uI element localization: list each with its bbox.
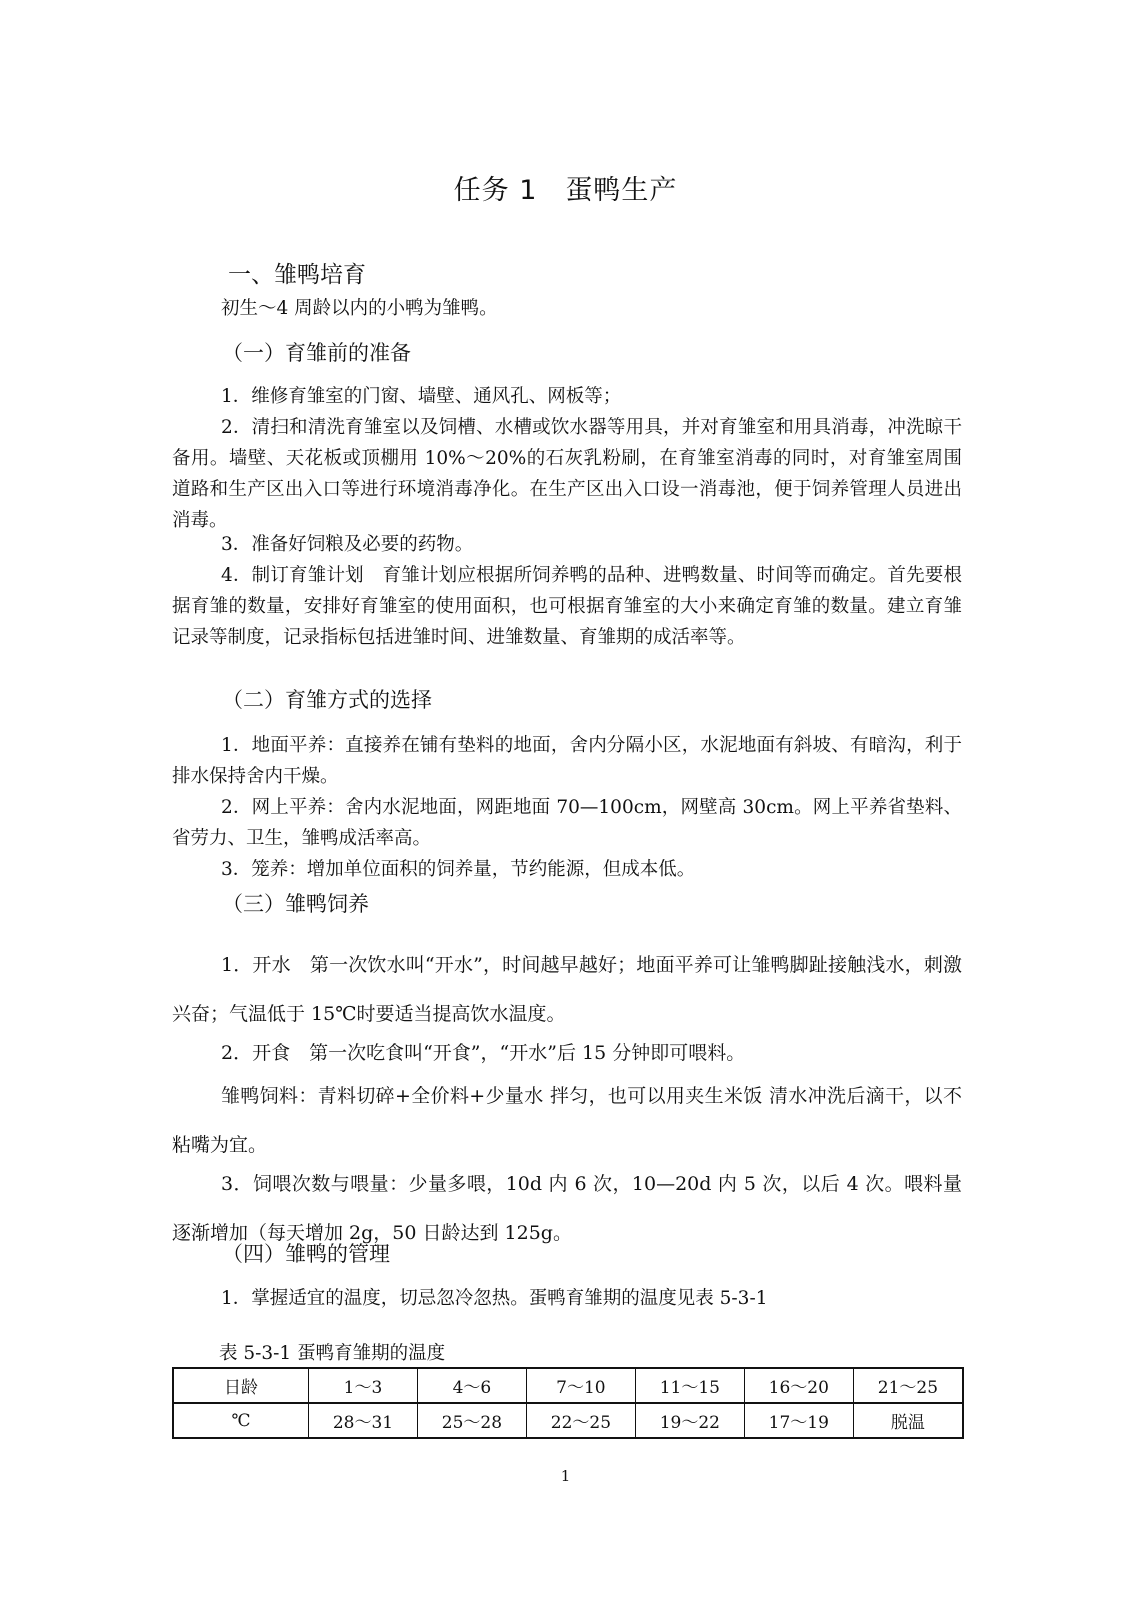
table-cell: 25～28 [417,1403,526,1438]
table-cell: 21～25 [853,1368,963,1403]
paragraph: 1．地面平养：直接养在铺有垫料的地面，舍内分隔小区，水泥地面有斜坡、有暗沟，利于排水保持舍内干燥。 [172,735,962,787]
table-cell: 4～6 [417,1368,526,1403]
section-heading-chick-rearing: 一、雏鸭培育 [228,262,366,288]
intro-text: 初生～4 周龄以内的小鸭为雏鸭。 [221,298,498,319]
paragraph: 2．开食 第一次吃食叫“开食”，“开水”后 15 分钟即可喂料。 [221,1042,746,1064]
table-row [173,1368,963,1403]
subheading-chick-feeding: （三）雏鸭饲养 [222,892,369,916]
table-cell-label: 日龄 [173,1368,309,1403]
paragraph: 3．准备好饲粮及必要的药物。 [221,534,474,555]
subheading-preparation: （一）育雏前的准备 [222,341,411,365]
table-cell: 19～22 [635,1403,744,1438]
table-cell: 28～31 [309,1403,418,1438]
page-number: 1 [560,1467,571,1485]
table-cell: 1～3 [309,1368,418,1403]
paragraph: 4．制订育雏计划 育雏计划应根据所饲养鸭的品种、进鸭数量、时间等而确定。首先要根据育雏的数量，安排好育雏室的使用面积，也可根据育雏室的大小来确定育雏的数量。建立育雏记录等制度，记录指标包括进雏时间、进雏数量、育雏期的成活率等。 [172,565,962,648]
table-caption: 表 5-3-1 蛋鸭育雏期的温度 [219,1343,446,1364]
paragraph: 1．维修育雏室的门窗、墙壁、通风孔、网板等； [221,386,622,407]
table-cell-label: ℃ [173,1403,309,1438]
table-cell: 17～19 [744,1403,853,1438]
paragraph: 1．开水 第一次饮水叫“开水”，时间越早越好；地面平养可让雏鸭脚趾接触浅水，刺激兴奋；气温低于 15℃时要适当提高饮水温度。 [172,954,962,1025]
table-cell: 22～25 [526,1403,635,1438]
paragraph: 3．笼养：增加单位面积的饲养量，节约能源，但成本低。 [221,859,696,880]
table-cell: 16～20 [744,1368,853,1403]
table-cell: 脱温 [853,1403,963,1438]
paragraph: 2．网上平养：舍内水泥地面，网距地面 70—100cm，网壁高 30cm。网上平养省垫料、省劳力、卫生，雏鸭成活率高。 [172,797,962,849]
table-cell: 7～10 [526,1368,635,1403]
table-row [173,1403,963,1438]
table-cell: 11～15 [635,1368,744,1403]
subheading-brooding-method: （二）育雏方式的选择 [222,688,432,712]
temperature-table [172,1367,964,1439]
section-intro [172,293,962,324]
paragraph: 3．饲喂次数与喂量：少量多喂，10d 内 6 次，10—20d 内 5 次，以后 4 次。喂料量逐渐增加（每天增加 2g，50 日龄达到 125g。 [172,1173,962,1244]
subheading-chick-management: （四）雏鸭的管理 [222,1242,390,1266]
page-title: 任务 1 蛋鸭生产 [453,175,678,206]
paragraph: 1．掌握适宜的温度，切忌忽冷忽热。蛋鸭育雏期的温度见表 5-3-1 [221,1288,768,1309]
paragraph: 2．清扫和清洗育雏室以及饲槽、水槽或饮水器等用具，并对育雏室和用具消毒，冲洗晾干备用。墙壁、天花板或顶棚用 10%～20%的石灰乳粉刷，在育雏室消毒的同时，对育雏室周围道路和生产区出入口等进行环境消毒净化。在生产区出入口设一消毒池，便于饲养管理人员进出消毒。 [172,417,962,531]
paragraph: 雏鸭饲料：青料切碎+全价料+少量水 拌匀，也可以用夹生米饭 清水冲洗后滴干，以不粘嘴为宜。 [172,1085,962,1156]
